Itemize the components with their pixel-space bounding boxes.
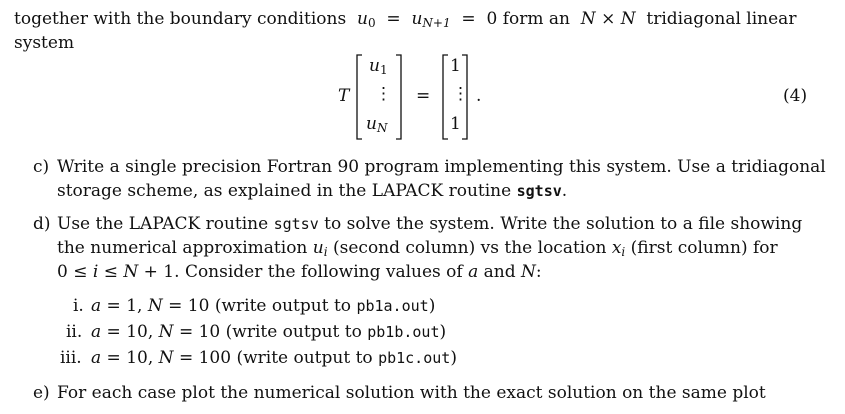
lhs-bottom: uN: [366, 114, 388, 135]
subitem-ii: a = 10, N = 10 (write output to pb1b.out): [91, 322, 447, 342]
output-filename: pb1c.out: [378, 349, 451, 367]
math-N: N: [620, 9, 636, 29]
rhs-top: 1: [450, 56, 461, 76]
math-times: ×: [601, 9, 616, 29]
rhs-bottom: 1: [450, 114, 461, 134]
item-e-line-1: For each case plot the numerical solution with the exact solution on the same plot: [57, 383, 766, 403]
item-label: c): [33, 157, 50, 177]
math-uN1: u: [411, 9, 423, 29]
intro-text: together with the boundary conditions: [14, 9, 347, 29]
intro-line-2: system: [14, 33, 75, 53]
routine-name: sgtsv: [273, 215, 319, 233]
subitem-i: a = 1, N = 10 (write output to pb1a.out): [91, 296, 436, 316]
lhs-top: $u_1$: [369, 56, 388, 77]
math-equals: =: [416, 86, 431, 106]
intro-line-1: [14, 9, 796, 30]
item-d-line-2: the numerical approximation ui (second column) vs the location xi (first column) for: [57, 238, 778, 259]
item-d-line-3: 0 ≤ i ≤ N + 1. Consider the following values of a and N:: [57, 262, 542, 282]
subitem-iii: a = 10, N = 100 (write output to pb1c.out): [91, 348, 457, 368]
math-equals: =: [386, 9, 401, 29]
math-u0: u: [356, 9, 368, 29]
equation-period: .: [476, 86, 482, 106]
item-d-line-1: Use the LAPACK routine sgtsv to solve the system. Write the solution to a file showing: [57, 214, 803, 234]
lhs-vdots: ⋮: [375, 84, 392, 104]
item-c-line-2: storage scheme, as explained in the LAPACK routine sgtsv.: [57, 181, 568, 201]
item-label: e): [33, 383, 50, 403]
subitem-label: i.: [73, 296, 84, 316]
math-equals: =: [461, 9, 476, 29]
item-c-line-1: Write a single precision Fortran 90 program implementing this system. Use a tridiagonal: [57, 157, 826, 177]
math-N: N: [580, 9, 596, 29]
routine-name: sgtsv: [516, 182, 562, 200]
math-uN1-sub: N+1: [422, 16, 451, 30]
intro-text: tridiagonal linear: [646, 9, 797, 29]
intro-text: 0 form an: [486, 9, 570, 29]
math-u0-sub: 0: [367, 16, 376, 30]
equation-number: (4): [783, 86, 808, 106]
math-T: T: [338, 86, 350, 106]
output-filename: pb1b.out: [367, 323, 440, 341]
rhs-vdots: ⋮: [452, 84, 469, 104]
subitem-label: iii.: [60, 348, 82, 368]
subitem-label: ii.: [66, 322, 83, 342]
item-label: d): [33, 214, 51, 234]
output-filename: pb1a.out: [356, 297, 429, 315]
